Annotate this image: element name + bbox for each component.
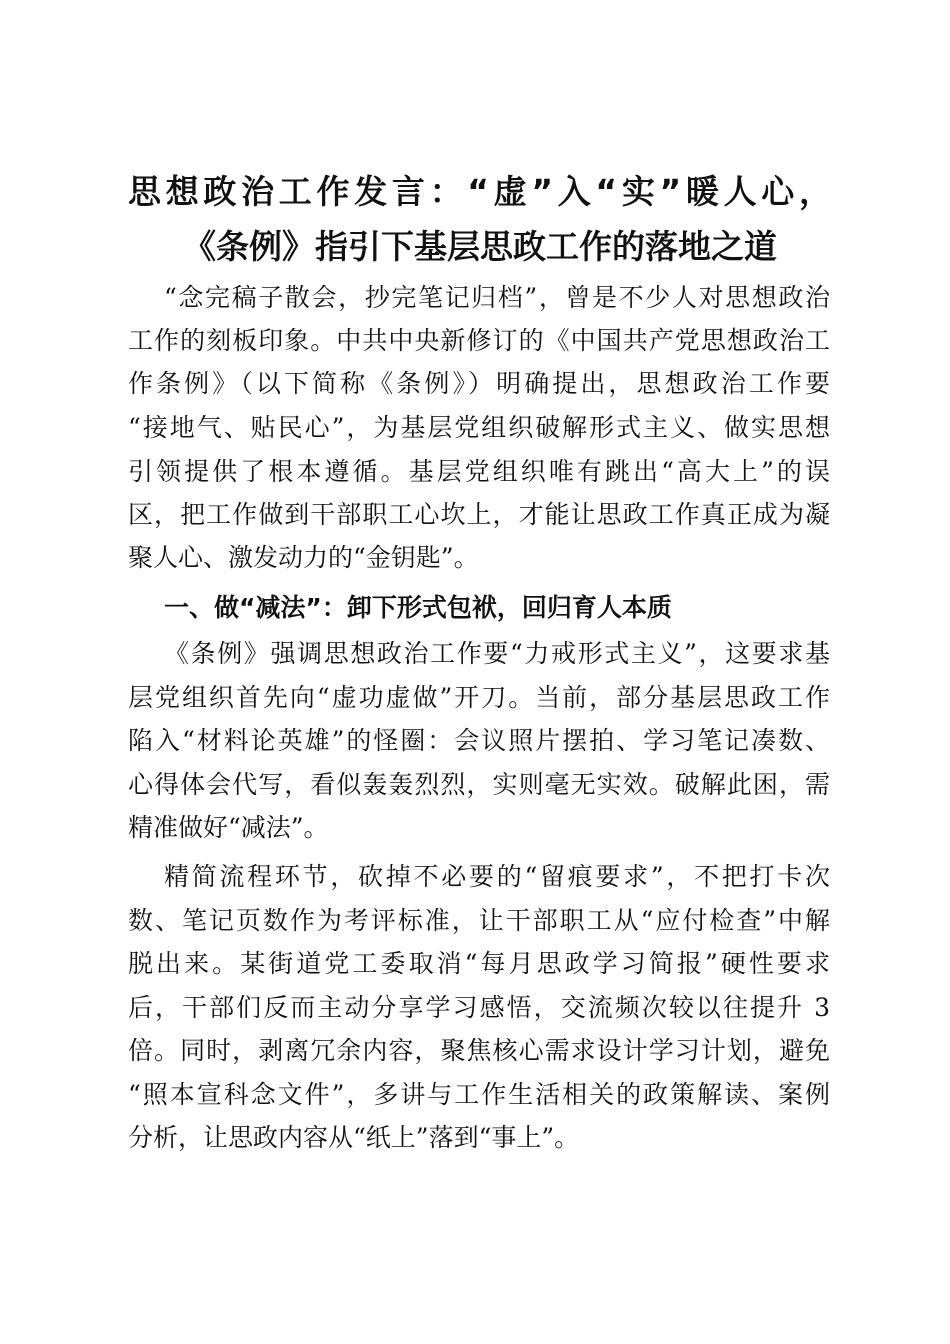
document-title-line-1: 思想政治工作发言：“虚”入“实”暖人心， — [128, 172, 832, 211]
text-line: 精简流程环节，砍掉不必要的“留痕要求”，不把打卡次 — [164, 862, 830, 891]
text-line: 倍。同时，剥离冗余内容，聚焦核心需求设计学习计划，避免 — [128, 1036, 830, 1065]
text-line: 聚人心、激发动力的“金钥匙”。 — [128, 543, 479, 572]
text-line: 《条例》强调思想政治工作要“力戒形式主义”，这要求基 — [164, 639, 830, 668]
text-line: 分析，让思政内容从“纸上”落到“事上”。 — [128, 1123, 580, 1152]
text-line: 区，把工作做到干部职工心坎上，才能让思政工作真正成为凝 — [128, 500, 830, 529]
text-line: 数、笔记页数作为考评标准，让干部职工从“应付检查”中解 — [128, 906, 830, 935]
text-line: 工作的刻板印象。中共中央新修订的《中国共产党思想政治工 — [128, 326, 830, 355]
text-line: “接地气、贴民心”，为基层党组织破解形式主义、做实思想 — [128, 413, 830, 442]
document-title-line-2: 《条例》指引下基层思政工作的落地之道 — [183, 227, 777, 266]
text-line: 陷入“材料论英雄”的怪圈：会议照片摆拍、学习笔记凑数、 — [128, 726, 830, 755]
text-line: 脱出来。某街道党工委取消“每月思政学习简报”硬性要求 — [128, 949, 830, 978]
section-heading: 一、做“减法”：卸下形式包袱，回归育人本质 — [164, 593, 672, 622]
text-line: 心得体会代写，看似轰轰烈烈，实则毫无实效。破解此困，需 — [128, 770, 830, 799]
text-line: 引领提供了根本遵循。基层党组织唯有跳出“高大上”的误 — [128, 457, 830, 486]
text-line: “照本宣科念文件”，多讲与工作生活相关的政策解读、案例 — [128, 1080, 830, 1109]
text-line: 层党组织首先向“虚功虚做”开刀。当前，部分基层思政工作 — [128, 683, 830, 712]
text-line: “念完稿子散会，抄完笔记归档”，曾是不少人对思想政治 — [164, 283, 830, 312]
text-line: 作条例》（以下简称《条例》）明确提出，思想政治工作要 — [128, 369, 830, 398]
text-line: 精准做好“减法”。 — [128, 813, 329, 842]
text-line: 后，干部们反而主动分享学习感悟，交流频次较以往提升 3 — [128, 993, 830, 1022]
